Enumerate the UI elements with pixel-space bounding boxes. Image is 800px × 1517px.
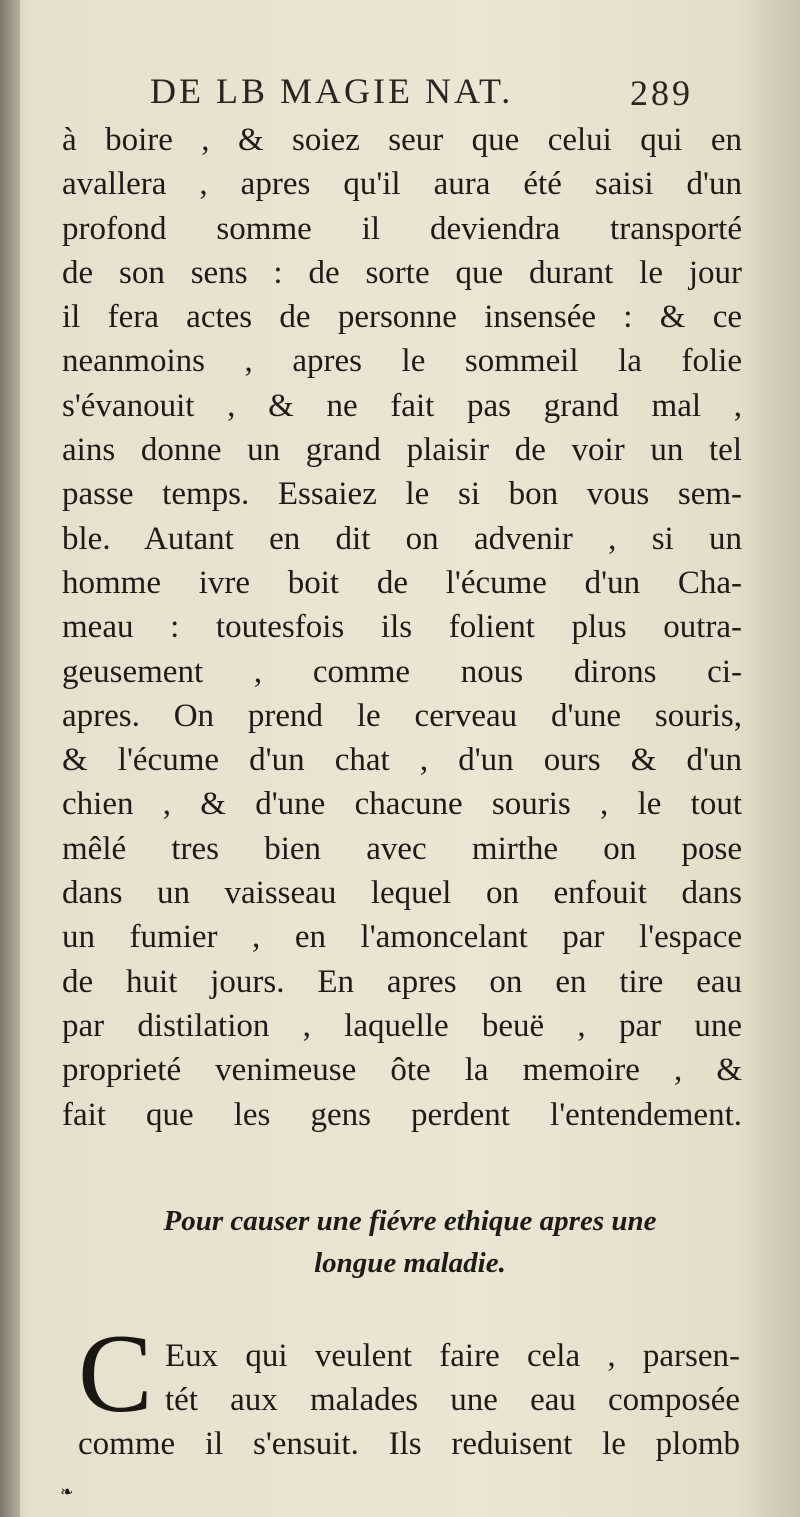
text-line: par distilation , laquelle beuë , par une — [62, 1007, 742, 1044]
text-line: tét aux malades une eau composée — [165, 1382, 740, 1418]
text-line: & l'écume d'un chat , d'un ours & d'un — [62, 742, 742, 779]
text-line: Eux qui veulent faire cela , parsen- — [165, 1338, 740, 1374]
text-line: profond somme il deviendra transporté — [62, 210, 742, 247]
heading-line: Pour causer une fiévre ethique apres une — [163, 1205, 657, 1237]
text-line: dans un vaisseau lequel on enfouit dans — [62, 875, 742, 912]
text-line: mêlé tres bien avec mirthe on pose — [62, 830, 742, 867]
text-line: de son sens : de sorte que durant le jour — [62, 254, 742, 291]
drop-cap: C — [78, 1312, 153, 1436]
text-line: apres. On prend le cerveau d'une souris, — [62, 697, 742, 734]
text-line: s'évanouit , & ne fait pas grand mal , — [62, 387, 742, 424]
text-line: à boire , & soiez seur que celui qui en — [62, 122, 742, 158]
header-title: DE LB MAGIE NAT. — [150, 71, 514, 111]
text-line: fait que les gens perdent l'entendement. — [62, 1096, 742, 1133]
text-line: ains donne un grand plaisir de voir un tel — [62, 432, 742, 469]
body-paragraph — [62, 118, 742, 1137]
second-paragraph — [165, 1334, 740, 1422]
text-line: comme il s'ensuit. Ils reduisent le plomb — [78, 1426, 740, 1462]
text-line: geusement , comme nous dirons ci- — [62, 653, 742, 690]
page-gutter — [0, 0, 20, 1517]
text-line: ble. Autant en dit on advenir , si un — [62, 520, 742, 557]
text-line: meau : toutesfois ils folient plus outra- — [62, 609, 742, 646]
text-line: il fera actes de personne insensée : & ce — [62, 299, 742, 336]
text-line: chien , & d'une chacune souris , le tout — [62, 786, 742, 823]
page-number: 289 — [630, 73, 693, 113]
text-line: un fumier , en l'amoncelant par l'espace — [62, 919, 742, 956]
text-line: neanmoins , apres le sommeil la folie — [62, 343, 742, 380]
heading-line: longue maladie. — [314, 1247, 506, 1279]
text-line: de huit jours. En apres on en tire eau — [62, 963, 742, 1000]
ornament-mark: ❧ — [60, 1484, 74, 1501]
section-heading — [100, 1200, 720, 1284]
text-line: proprieté venimeuse ôte la memoire , & — [62, 1052, 742, 1089]
text-line: avallera , apres qu'il aura été saisi d'un — [62, 166, 742, 203]
text-line: passe temps. Essaiez le si bon vous sem- — [62, 476, 742, 513]
text-line: homme ivre boit de l'écume d'un Cha- — [62, 564, 742, 601]
